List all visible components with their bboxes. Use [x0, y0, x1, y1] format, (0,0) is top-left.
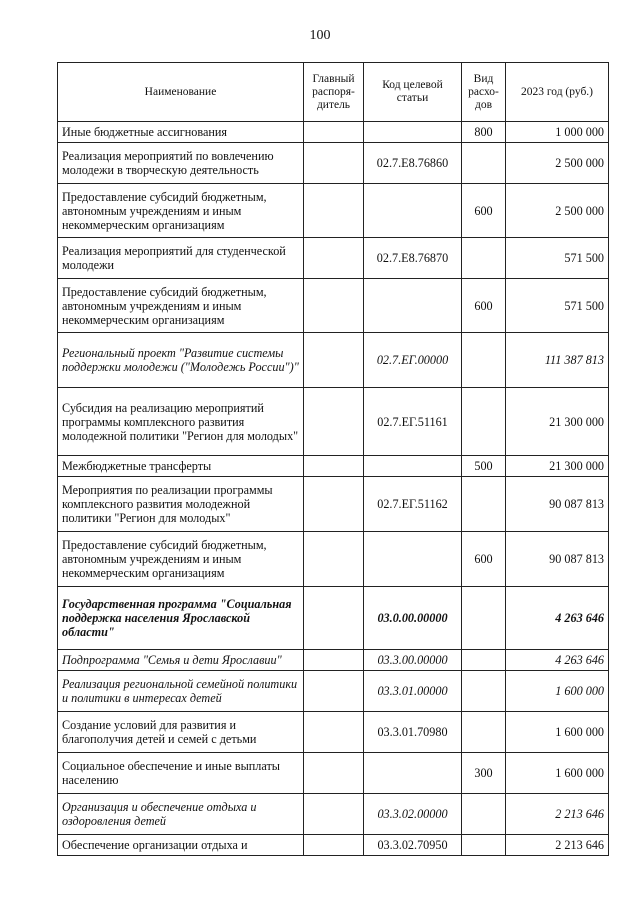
- cell-name: Иные бюджетные ассигнования: [58, 122, 304, 143]
- cell-amount: 1 600 000: [506, 712, 609, 753]
- table-row: [58, 388, 609, 456]
- cell-name: Реализация региональной семейной политики и политики в интересах детей: [58, 671, 304, 712]
- cell-type: 600: [462, 532, 506, 587]
- table-row: [58, 477, 609, 532]
- cell-type: 600: [462, 279, 506, 333]
- table-row: [58, 532, 609, 587]
- cell-code: [364, 456, 462, 477]
- cell-name: Межбюджетные трансферты: [58, 456, 304, 477]
- cell-name: Реализация мероприятий по вовлечению молодежи в творческую деятельность: [58, 143, 304, 184]
- cell-name: Обеспечение организации отдыха и: [58, 835, 304, 856]
- cell-type: [462, 712, 506, 753]
- cell-admin: [304, 532, 364, 587]
- cell-code: 02.7.Е8.76870: [364, 238, 462, 279]
- header-name: Наименование: [58, 63, 304, 122]
- cell-admin: [304, 333, 364, 388]
- table-row: [58, 712, 609, 753]
- cell-name: Предоставление субсидий бюджетным, автономным учреждениям и иным некоммерческим организациям: [58, 279, 304, 333]
- cell-type: [462, 143, 506, 184]
- cell-name: Мероприятия по реализации программы комплексного развития молодежной политики "Регион для молодых": [58, 477, 304, 532]
- table-row: [58, 835, 609, 856]
- table-row: [58, 238, 609, 279]
- cell-type: [462, 794, 506, 835]
- cell-type: [462, 650, 506, 671]
- cell-type: 800: [462, 122, 506, 143]
- cell-name: Предоставление субсидий бюджетным, автономным учреждениям и иным некоммерческим организациям: [58, 532, 304, 587]
- cell-code: [364, 122, 462, 143]
- cell-admin: [304, 143, 364, 184]
- cell-admin: [304, 238, 364, 279]
- cell-admin: [304, 712, 364, 753]
- cell-amount: 1 000 000: [506, 122, 609, 143]
- table-header-row: [58, 63, 609, 122]
- cell-name: Региональный проект "Развитие системы поддержки молодежи ("Молодежь России")": [58, 333, 304, 388]
- cell-admin: [304, 587, 364, 650]
- cell-name: Субсидия на реализацию мероприятий программы комплексного развития молодежной политики "Регион для молодых": [58, 388, 304, 456]
- cell-admin: [304, 650, 364, 671]
- table-row: [58, 587, 609, 650]
- cell-code: 03.3.00.00000: [364, 650, 462, 671]
- page-number: 100: [309, 28, 331, 43]
- header-admin: Главный распоря-дитель: [304, 63, 364, 122]
- cell-code: 02.7.ЕГ.51162: [364, 477, 462, 532]
- cell-amount: 21 300 000: [506, 388, 609, 456]
- cell-amount: 571 500: [506, 238, 609, 279]
- cell-type: [462, 238, 506, 279]
- header-amount: 2023 год (руб.): [506, 63, 609, 122]
- cell-admin: [304, 794, 364, 835]
- cell-type: 300: [462, 753, 506, 794]
- cell-amount: 90 087 813: [506, 477, 609, 532]
- cell-code: [364, 184, 462, 238]
- cell-type: [462, 477, 506, 532]
- cell-amount: 90 087 813: [506, 532, 609, 587]
- table-row: [58, 333, 609, 388]
- cell-name: Государственная программа "Социальная поддержка населения Ярославской области": [58, 587, 304, 650]
- table-row: [58, 650, 609, 671]
- cell-amount: 2 500 000: [506, 143, 609, 184]
- cell-amount: 4 263 646: [506, 587, 609, 650]
- table-row: [58, 671, 609, 712]
- budget-table: [57, 62, 609, 856]
- cell-code: 03.3.01.00000: [364, 671, 462, 712]
- cell-code: [364, 532, 462, 587]
- cell-code: [364, 279, 462, 333]
- table-row: [58, 753, 609, 794]
- table-row: [58, 794, 609, 835]
- cell-code: [364, 753, 462, 794]
- cell-code: 03.3.02.00000: [364, 794, 462, 835]
- cell-name: Подпрограмма "Семья и дети Ярославии": [58, 650, 304, 671]
- cell-name: Организация и обеспечение отдыха и оздоровления детей: [58, 794, 304, 835]
- cell-amount: 1 600 000: [506, 671, 609, 712]
- cell-amount: 4 263 646: [506, 650, 609, 671]
- header-type: Вид расхо-дов: [462, 63, 506, 122]
- table-row: [58, 456, 609, 477]
- table-row: [58, 143, 609, 184]
- cell-admin: [304, 753, 364, 794]
- cell-type: [462, 671, 506, 712]
- cell-type: [462, 388, 506, 456]
- table-row: [58, 122, 609, 143]
- cell-name: Социальное обеспечение и иные выплаты населению: [58, 753, 304, 794]
- cell-admin: [304, 835, 364, 856]
- cell-type: 600: [462, 184, 506, 238]
- cell-admin: [304, 477, 364, 532]
- cell-code: 02.7.ЕГ.51161: [364, 388, 462, 456]
- cell-amount: 2 500 000: [506, 184, 609, 238]
- cell-code: 02.7.ЕГ.00000: [364, 333, 462, 388]
- cell-type: [462, 333, 506, 388]
- cell-code: 03.3.02.70950: [364, 835, 462, 856]
- cell-amount: 111 387 813: [506, 333, 609, 388]
- cell-name: Предоставление субсидий бюджетным, автономным учреждениям и иным некоммерческим организациям: [58, 184, 304, 238]
- cell-admin: [304, 671, 364, 712]
- cell-code: 03.3.01.70980: [364, 712, 462, 753]
- cell-amount: 2 213 646: [506, 835, 609, 856]
- cell-name: Создание условий для развития и благополучия детей и семей с детьми: [58, 712, 304, 753]
- cell-admin: [304, 388, 364, 456]
- table-row: [58, 279, 609, 333]
- cell-amount: 21 300 000: [506, 456, 609, 477]
- cell-name: Реализация мероприятий для студенческой молодежи: [58, 238, 304, 279]
- cell-code: 02.7.Е8.76860: [364, 143, 462, 184]
- cell-admin: [304, 456, 364, 477]
- cell-type: [462, 587, 506, 650]
- header-code: Код целевой статьи: [364, 63, 462, 122]
- cell-type: [462, 835, 506, 856]
- cell-amount: 571 500: [506, 279, 609, 333]
- cell-type: 500: [462, 456, 506, 477]
- cell-amount: 1 600 000: [506, 753, 609, 794]
- cell-amount: 2 213 646: [506, 794, 609, 835]
- cell-code: 03.0.00.00000: [364, 587, 462, 650]
- cell-admin: [304, 279, 364, 333]
- table-body: [58, 122, 609, 856]
- cell-admin: [304, 122, 364, 143]
- table-row: [58, 184, 609, 238]
- cell-admin: [304, 184, 364, 238]
